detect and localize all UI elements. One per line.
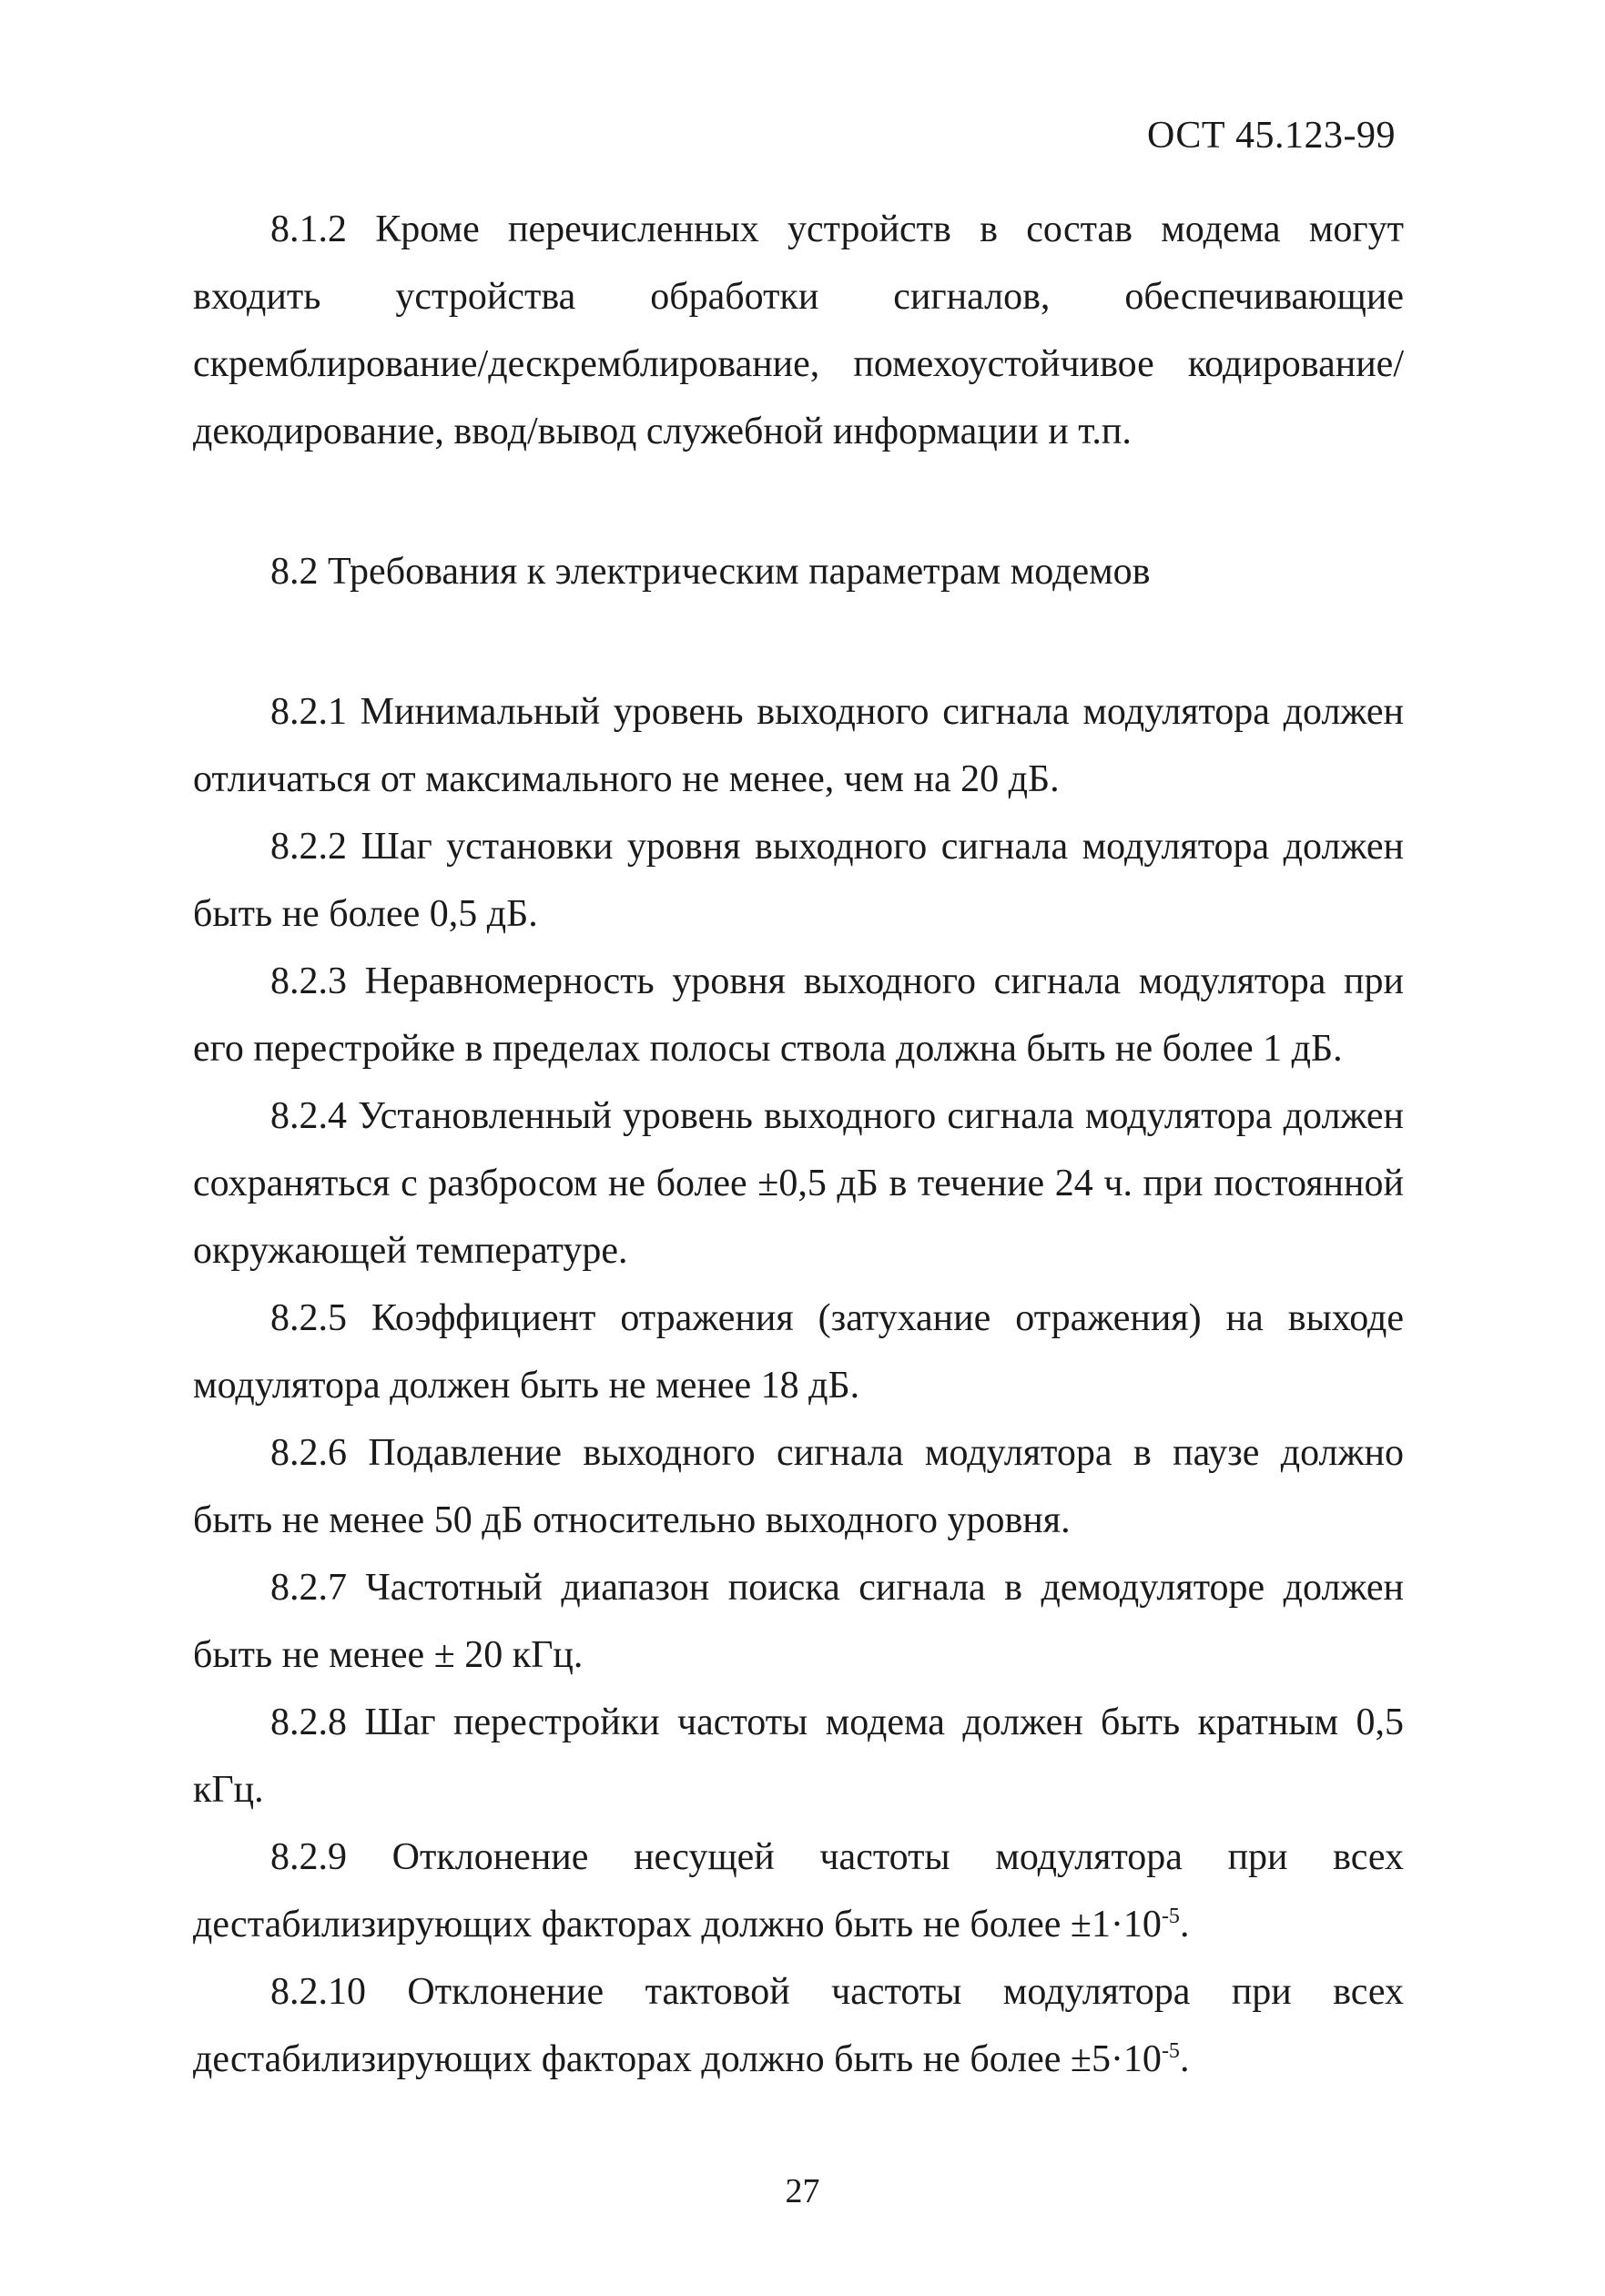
paragraph-8-2-10 (193, 1958, 1404, 2093)
paragraph-8-2-2: 8.2.2 Шаг установки уровня выходного сигнала модулятора должен быть не более 0,5 дБ. (193, 826, 1404, 935)
section-heading-8-2: 8.2 Требования к электрическим параметрам модемов (270, 551, 1151, 593)
paragraph-8-2-5: 8.2.5 Коэффициент отражения (затухание отражения) на выходе модулятора должен быть не менее 18 дБ. (193, 1297, 1404, 1407)
paragraph-8-2-10-end: . (1179, 2038, 1190, 2080)
paragraph-8-2-9-exponent: -5 (1161, 1905, 1180, 1928)
paragraph-8-2-6: 8.2.6 Подавление выходного сигнала модулятора в паузе должно быть не менее 50 дБ относительно выходного уровня. (193, 1432, 1404, 1541)
paragraph-8-2-3: 8.2.3 Неравномерность уровня выходного сигнала модулятора при его перестройке в пределах полосы ствола должна быть не более 1 дБ. (193, 960, 1404, 1070)
paragraph-8-2-7: 8.2.7 Частотный диапазон поиска сигнала в демодуляторе должен быть не менее ± 20 кГц. (193, 1567, 1404, 1676)
paragraph-8-1-2: 8.1.2 Кроме перечисленных устройств в состав модема могут входить устройства обработки сигналов, обеспечивающие скремблирование/дескремблирование, помехоустойчивое кодирование/декодирование, ввод/вывод служебной информации и т.п. (193, 208, 1404, 452)
paragraph-8-2-9-text: 8.2.9 Отклонение несущей частоты модулятора при всех дестабилизирующих факторах должно быть не более ±1·10 (193, 1836, 1404, 1946)
paragraph-8-2-1: 8.2.1 Минимальный уровень выходного сигнала модулятора должен отличаться от максимального не менее, чем на 20 дБ. (193, 691, 1404, 800)
paragraph-8-2-9 (193, 1824, 1404, 1958)
paragraph-8-2-10-exponent: -5 (1161, 2039, 1180, 2063)
paragraph-8-2-8: 8.2.8 Шаг перестройки частоты модема должен быть кратным 0,5 кГц. (193, 1702, 1404, 1811)
document-body (193, 196, 1404, 2093)
paragraph-8-2-4: 8.2.4 Установленный уровень выходного сигнала модулятора должен сохраняться с разбросом не более ±0,5 дБ в течение 24 ч. при постоянной окружающей температуре. (193, 1095, 1404, 1272)
document-code: ОСТ 45.123-99 (1147, 115, 1396, 157)
paragraph-8-2-9-end: . (1179, 1904, 1190, 1946)
paragraph-8-2-10-text: 8.2.10 Отклонение тактовой частоты модулятора при всех дестабилизирующих факторах должно быть не более ±5·10 (193, 1971, 1404, 2080)
page-number: 27 (785, 2172, 820, 2210)
